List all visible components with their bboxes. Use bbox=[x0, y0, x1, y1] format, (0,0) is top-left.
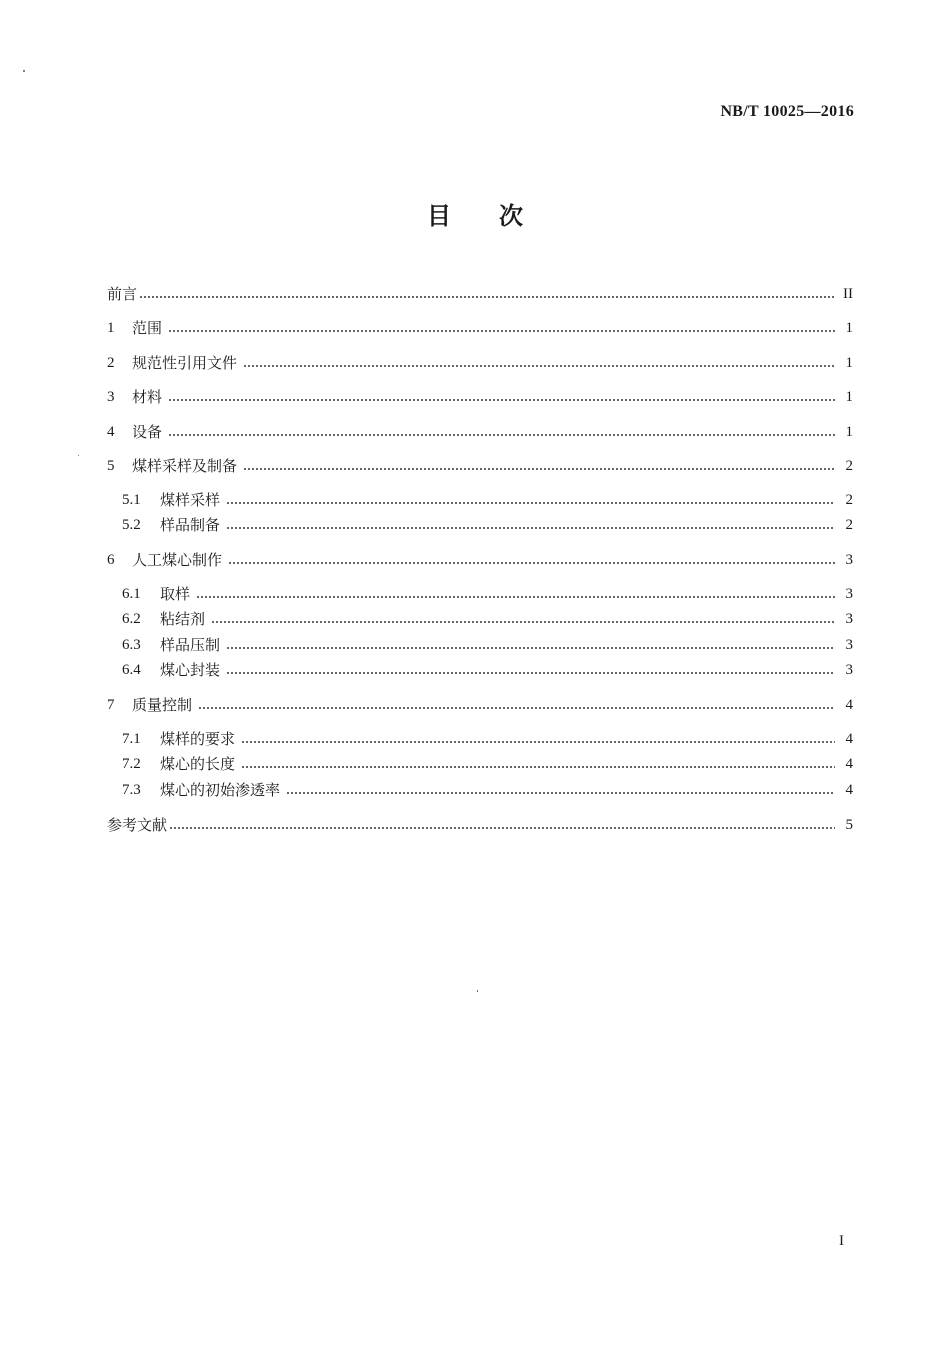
toc-entry-page: 1 bbox=[845, 355, 853, 371]
toc-entry-number: 7.1 bbox=[122, 731, 141, 747]
footer-page-number: I bbox=[839, 1233, 844, 1249]
toc-entry-page: 4 bbox=[845, 756, 853, 772]
toc-entry-label: 煤样采样 bbox=[160, 491, 221, 509]
toc-entry-page: 5 bbox=[845, 817, 853, 833]
toc-subentry[interactable] bbox=[122, 514, 853, 536]
toc-subentry[interactable] bbox=[122, 583, 853, 605]
toc-entry-label: 材料 bbox=[132, 388, 163, 406]
toc-entry-label: 质量控制 bbox=[132, 696, 193, 714]
toc-leader bbox=[198, 707, 835, 709]
toc-entry-number: 7.3 bbox=[122, 782, 141, 798]
toc-entry-label: 范围 bbox=[132, 319, 163, 337]
toc-entry-page: 4 bbox=[845, 782, 853, 798]
standard-number: NB/T 10025—2016 bbox=[720, 103, 854, 120]
toc-leader bbox=[226, 527, 835, 529]
toc-entry-label: 设备 bbox=[132, 423, 163, 441]
toc-entry[interactable] bbox=[107, 814, 853, 836]
toc-entry-label: 规范性引用文件 bbox=[132, 354, 238, 372]
toc-entry-page: 2 bbox=[845, 517, 853, 533]
toc-leader bbox=[226, 502, 835, 504]
toc-entry-label: 样品制备 bbox=[160, 516, 221, 534]
toc-entry-label: 煤心的长度 bbox=[160, 755, 236, 773]
toc-entry-label: 样品压制 bbox=[160, 636, 221, 654]
toc-leader bbox=[168, 330, 835, 332]
toc-leader bbox=[168, 434, 835, 436]
toc-entry[interactable] bbox=[107, 455, 853, 477]
toc-entry-number: 6.1 bbox=[122, 586, 141, 602]
toc-entry-number: 6 bbox=[107, 552, 115, 568]
toc-entry-page: 2 bbox=[845, 492, 853, 508]
toc-entry[interactable] bbox=[107, 317, 853, 339]
toc-subentry[interactable] bbox=[122, 779, 853, 801]
toc-entry-number: 5 bbox=[107, 458, 115, 474]
toc-subentry[interactable] bbox=[122, 634, 853, 656]
toc-entry-number: 5.1 bbox=[122, 492, 141, 508]
toc-entry-label: 粘结剂 bbox=[160, 610, 206, 628]
toc-entry-page: 4 bbox=[845, 697, 853, 713]
toc-entry-number: 5.2 bbox=[122, 517, 141, 533]
toc-entry[interactable] bbox=[107, 386, 853, 408]
toc-entry-page: 2 bbox=[845, 458, 853, 474]
toc-entry-number: 3 bbox=[107, 389, 115, 405]
toc-entry-page: 4 bbox=[845, 731, 853, 747]
toc-entry-number: 7.2 bbox=[122, 756, 141, 772]
toc-entry[interactable] bbox=[107, 421, 853, 443]
toc-entry-page: 3 bbox=[845, 662, 853, 678]
toc-entry-label: 煤样的要求 bbox=[160, 730, 236, 748]
toc-entry[interactable] bbox=[107, 352, 853, 374]
toc-entry-page: 3 bbox=[845, 586, 853, 602]
toc-leader bbox=[243, 365, 835, 367]
toc-leader bbox=[226, 647, 835, 649]
toc-subentry[interactable] bbox=[122, 489, 853, 511]
toc-entry-label: 前言 bbox=[107, 285, 138, 303]
toc-entry[interactable] bbox=[107, 283, 853, 305]
toc-entry[interactable] bbox=[107, 694, 853, 716]
toc-subentry[interactable] bbox=[122, 728, 853, 750]
toc-leader bbox=[241, 766, 835, 768]
toc-leader bbox=[226, 672, 835, 674]
toc-entry-label: 煤心封装 bbox=[160, 661, 221, 679]
toc-leader bbox=[243, 468, 835, 470]
toc-entry-page: 3 bbox=[845, 611, 853, 627]
toc-entry-label: 参考文献 bbox=[107, 816, 168, 834]
toc-subentry[interactable] bbox=[122, 753, 853, 775]
toc-entry-label: 取样 bbox=[160, 585, 191, 603]
toc-entry-label: 人工煤心制作 bbox=[132, 551, 223, 569]
toc-leader bbox=[169, 827, 835, 829]
toc-leader bbox=[139, 296, 835, 298]
toc-entry-number: 6.2 bbox=[122, 611, 141, 627]
title-char-2: 次 bbox=[499, 202, 523, 230]
toc-entry-number: 7 bbox=[107, 697, 115, 713]
toc-leader bbox=[228, 562, 835, 564]
toc-entry-page: 3 bbox=[845, 552, 853, 568]
toc-entry-page: 1 bbox=[845, 320, 853, 336]
title-char-1: 目 bbox=[427, 202, 451, 230]
toc-entry-label: 煤心的初始渗透率 bbox=[160, 781, 281, 799]
toc-entry-label: 煤样采样及制备 bbox=[132, 457, 238, 475]
toc-entry-number: 6.3 bbox=[122, 637, 141, 653]
toc-subentry[interactable] bbox=[122, 608, 853, 630]
toc-subentry[interactable] bbox=[122, 659, 853, 681]
toc-leader bbox=[168, 399, 835, 401]
toc-leader bbox=[286, 792, 835, 794]
toc-leader bbox=[211, 621, 835, 623]
toc-entry-number: 6.4 bbox=[122, 662, 141, 678]
toc-entry-number: 4 bbox=[107, 424, 115, 440]
toc-entry-number: 1 bbox=[107, 320, 115, 336]
toc-leader bbox=[196, 596, 835, 598]
toc-entry-page: II bbox=[843, 286, 853, 302]
toc-entry-page: 1 bbox=[845, 424, 853, 440]
toc-entry-number: 2 bbox=[107, 355, 115, 371]
toc-entry-page: 1 bbox=[845, 389, 853, 405]
toc-entry-page: 3 bbox=[845, 637, 853, 653]
toc-entry[interactable] bbox=[107, 549, 853, 571]
toc-leader bbox=[241, 741, 835, 743]
